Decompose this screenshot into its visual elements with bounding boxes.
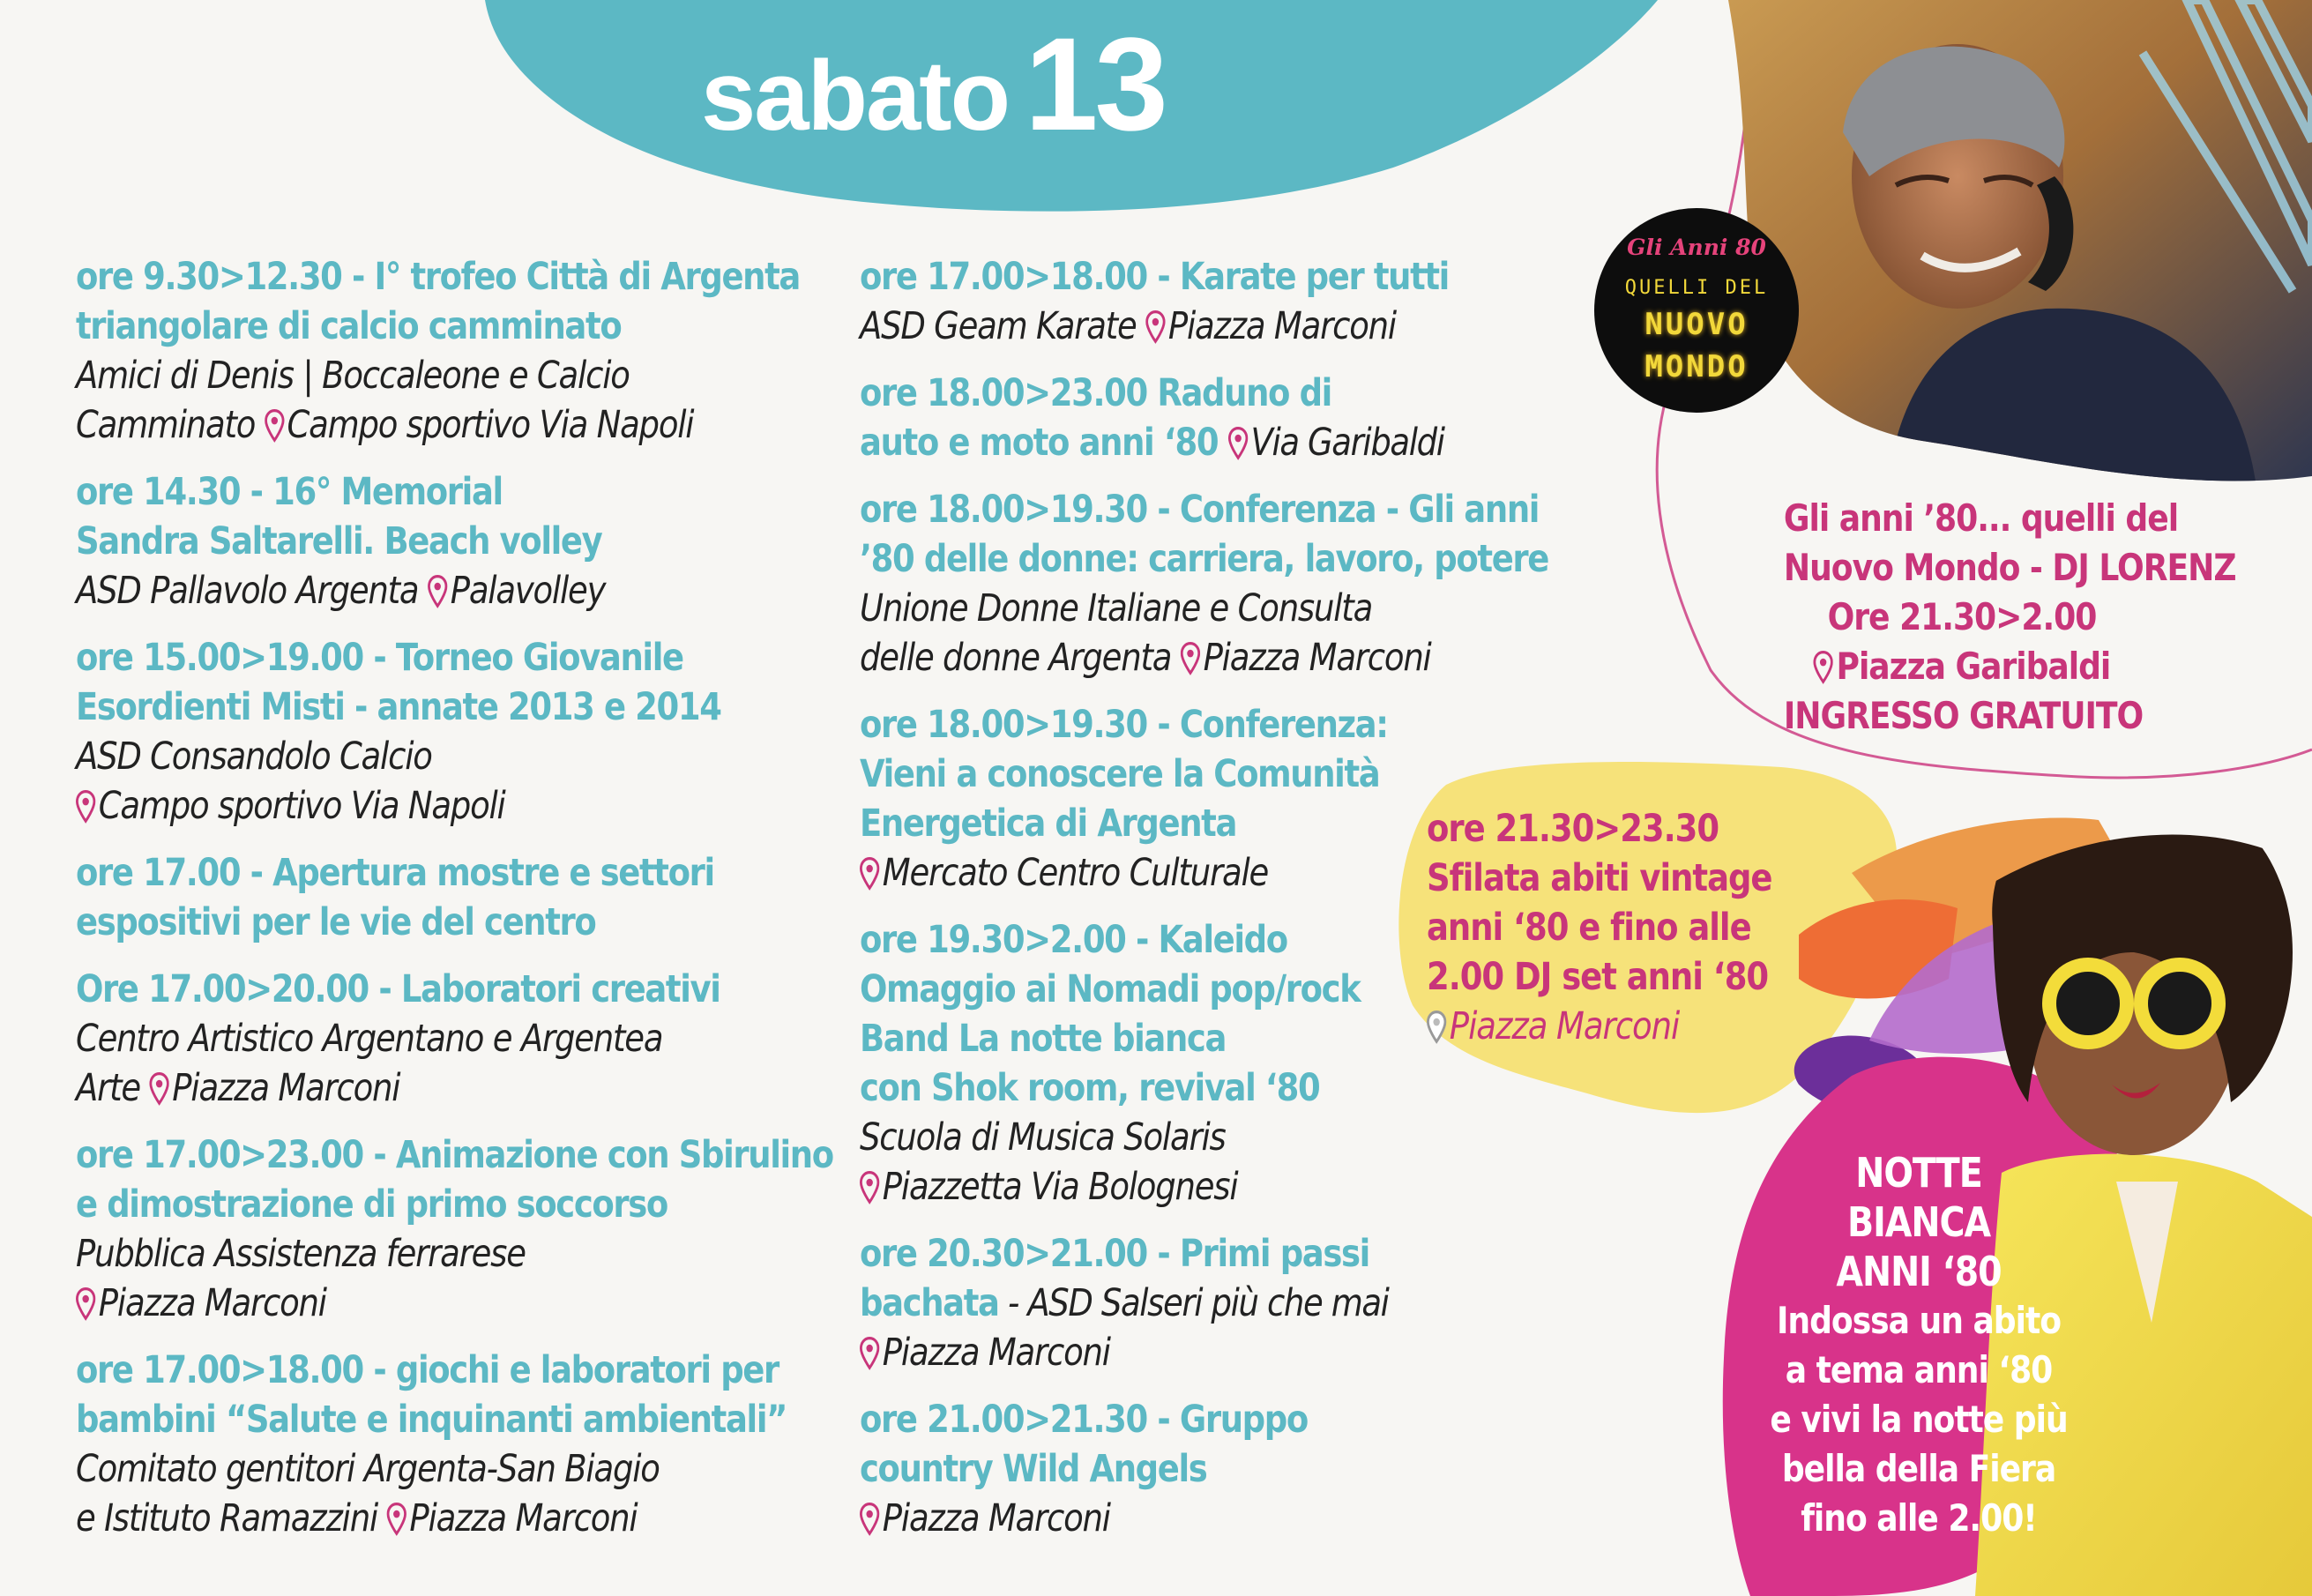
logo-line-2: QUELLI DEL (1624, 277, 1769, 299)
location-pin-icon (265, 409, 284, 443)
event-title: ore 19.30>2.00 - Kaleido (860, 918, 1287, 962)
event-title: ore 18.00>19.30 - Conferenza: (860, 703, 1388, 747)
event-item (76, 1130, 834, 1328)
anni-80-logo (1594, 208, 1799, 413)
event-organizer-line (860, 633, 1493, 682)
event-title: ore 17.00>23.00 - Animazione con Sbirulino (76, 1133, 833, 1177)
sfilata-place-text: Piazza Marconi (1449, 1004, 1680, 1048)
event-organizer-line (76, 781, 832, 831)
location-pin-icon (860, 1503, 879, 1536)
lorenz-line: Gli anni ’80... quelli del (1783, 496, 2179, 540)
location-pin-icon (76, 790, 95, 824)
lorenz-line: Nuovo Mondo - DJ LORENZ (1783, 546, 2236, 589)
event-place: Piazzetta Via Bolognesi (882, 1165, 1238, 1209)
location-pin-icon (1181, 642, 1200, 675)
sfilata-line: ore 21.30>23.30 (1427, 807, 1719, 851)
notte-body-line: fino alle 2.00! (1801, 1496, 2037, 1540)
event-place: Piazza Marconi (98, 1281, 326, 1325)
event-organizer: ASD Geam Karate (860, 304, 1146, 348)
event-title-mixed (860, 1279, 1493, 1328)
event-place: Palavolley (450, 569, 606, 613)
event-organizer: - ASD Salseri più che mai (998, 1281, 1389, 1325)
event-organizer-line (76, 351, 832, 400)
logo-line-1: Gli Anni 80 (1627, 235, 1766, 260)
title-number: 13 (1025, 10, 1165, 158)
logo-line-3: NUOVO (1645, 307, 1749, 342)
event-title: espositivi per le vie del centro (76, 900, 596, 944)
event-place: Campo sportivo Via Napoli (98, 784, 505, 828)
event-title: Esordienti Misti - annate 2013 e 2014 (76, 685, 721, 729)
event-item (76, 252, 834, 450)
location-pin-icon (387, 1503, 406, 1536)
event-title: e dimostrazione di primo soccorso (76, 1182, 667, 1227)
location-pin-icon (1228, 427, 1248, 460)
event-place: Piazza Marconi (1167, 304, 1396, 348)
event-organizer-line (76, 1444, 832, 1494)
dj-photo (1728, 0, 2312, 494)
event-organizer-line (860, 848, 1493, 898)
event-title: ore 18.00>23.00 Raduno di (860, 371, 1331, 415)
event-item (860, 369, 1495, 467)
event-organizer: delle donne Argenta (860, 636, 1181, 680)
event-organizer-line (76, 1279, 832, 1328)
event-title: Sandra Saltarelli. Beach volley (76, 519, 602, 563)
event-title: bambini “Salute e inquinanti ambientali” (76, 1398, 787, 1442)
event-place: Piazza Marconi (882, 1496, 1110, 1540)
notte-heading: ANNI ‘80 (1836, 1248, 2002, 1295)
event-title: Vieni a conoscere la Comunità (860, 752, 1380, 796)
middle-event-list (860, 252, 1548, 1561)
event-organizer-line (76, 1494, 832, 1543)
event-organizer-line (76, 566, 832, 615)
event-title: Energetica di Argenta (860, 802, 1237, 846)
notte-body-line: a tema anni ‘80 (1785, 1348, 2053, 1391)
event-title-mixed (860, 418, 1493, 467)
event-title: Ore 17.00>20.00 - Laboratori creativi (76, 967, 720, 1011)
location-pin-icon (149, 1072, 168, 1106)
location-pin-icon (76, 1287, 95, 1321)
left-event-list (76, 252, 834, 1561)
event-item (860, 700, 1495, 898)
event-organizer: Arte (76, 1066, 150, 1110)
event-organizer: Comitato gentitori Argenta-San Biagio (76, 1447, 660, 1491)
event-title: ore 17.00 - Apertura mostre e settori (76, 851, 714, 895)
event-place: Mercato Centro Culturale (882, 851, 1269, 895)
page-title (701, 10, 1195, 159)
event-organizer: Unione Donne Italiane e Consulta (860, 586, 1373, 630)
event-organizer-line (76, 732, 832, 781)
event-organizer-line (860, 1113, 1493, 1162)
event-title-part: bachata (860, 1281, 999, 1325)
event-organizer-line (860, 584, 1493, 633)
event-organizer-line (76, 1063, 832, 1113)
notte-bianca-promo (1744, 1148, 2093, 1543)
lorenz-place-text: Piazza Garibaldi (1836, 645, 2111, 688)
location-pin-icon (428, 575, 447, 608)
event-organizer: Centro Artistico Argentano e Argentea (76, 1017, 663, 1061)
event-item (76, 467, 834, 615)
event-place: Piazza Marconi (172, 1066, 400, 1110)
event-organizer: Scuola di Musica Solaris (860, 1115, 1226, 1160)
event-organizer-line (860, 302, 1493, 351)
event-title: ore 20.30>21.00 - Primi passi (860, 1232, 1369, 1276)
event-item (76, 965, 834, 1113)
title-day: sabato (701, 41, 1009, 151)
lorenz-line: Ore 21.30>2.00 (1827, 595, 2097, 638)
sfilata-line: anni ‘80 e fino alle (1427, 906, 1751, 950)
event-organizer-line (860, 1494, 1493, 1543)
event-title: ore 17.00>18.00 - Karate per tutti (860, 255, 1449, 299)
event-organizer: e Istituto Ramazzini (76, 1496, 387, 1540)
event-organizer: Pubblica Assistenza ferrarese (76, 1232, 526, 1276)
event-item (860, 1395, 1495, 1543)
event-organizer-line (76, 1229, 832, 1279)
event-item (76, 848, 834, 947)
event-title: ore 18.00>19.30 - Conferenza - Gli anni (860, 488, 1540, 532)
event-title: country Wild Angels (860, 1447, 1207, 1491)
event-organizer-line (860, 1162, 1493, 1212)
event-place: Piazza Marconi (882, 1331, 1110, 1375)
logo-line-4: MONDO (1645, 349, 1749, 384)
event-place: Campo sportivo Via Napoli (287, 403, 694, 447)
location-pin-icon (860, 1171, 879, 1204)
event-organizer: Amici di Denis | Boccaleone e Calcio (76, 354, 630, 398)
event-organizer-line (76, 1014, 832, 1063)
notte-heading: BIANCA (1846, 1198, 1991, 1246)
event-title: Band La notte bianca (860, 1017, 1227, 1061)
event-organizer-line (76, 400, 832, 450)
lorenz-place (1784, 642, 2140, 691)
event-title: con Shok room, revival ‘80 (860, 1066, 1320, 1110)
event-title: ore 15.00>19.00 - Torneo Giovanile (76, 636, 683, 680)
event-place: Via Garibaldi (1250, 421, 1444, 465)
event-item (860, 485, 1548, 682)
event-title: ore 9.30>12.30 - I° trofeo Città di Argenta (76, 255, 801, 299)
sfilata-event (1427, 804, 1821, 1051)
lorenz-entry: INGRESSO GRATUITO (1783, 694, 2144, 737)
event-title: ’80 delle donne: carriera, lavoro, potere (860, 537, 1548, 581)
event-title: Omaggio ai Nomadi pop/rock (860, 967, 1361, 1011)
event-organizer: Camminato (76, 403, 265, 447)
event-organizer: ASD Pallavolo Argenta (76, 569, 428, 613)
event-title: triangolare di calcio camminato (76, 304, 622, 348)
location-pin-icon (1427, 1011, 1446, 1044)
event-item (76, 633, 834, 831)
notte-body-line: bella della Fiera (1781, 1447, 2056, 1490)
sfilata-line: Sfilata abiti vintage (1427, 856, 1772, 900)
notte-heading: NOTTE (1855, 1149, 1982, 1197)
event-organizer-line (860, 1328, 1493, 1377)
event-item (860, 1229, 1495, 1377)
location-pin-icon (1814, 651, 1833, 684)
notte-body-line: Indossa un abito (1777, 1299, 2061, 1342)
notte-body-line: e vivi la notte più (1770, 1398, 2068, 1441)
event-title: ore 21.00>21.30 - Gruppo (860, 1398, 1308, 1442)
event-item (76, 1346, 834, 1543)
location-pin-icon (860, 1337, 879, 1370)
event-title: ore 14.30 - 16° Memorial (76, 470, 503, 514)
event-place: Piazza Marconi (1203, 636, 1431, 680)
event-item (860, 915, 1495, 1212)
event-organizer: ASD Consandolo Calcio (76, 735, 432, 779)
location-pin-icon (860, 857, 879, 891)
location-pin-icon (1145, 310, 1165, 344)
event-title-part: auto e moto anni ‘80 (860, 421, 1228, 465)
lorenz-event (1783, 494, 2236, 741)
event-title: ore 17.00>18.00 - giochi e laboratori per (76, 1348, 779, 1392)
event-item (860, 252, 1495, 351)
sfilata-line: 2.00 DJ set anni ‘80 (1427, 955, 1769, 999)
event-place: Piazza Marconi (409, 1496, 638, 1540)
sfilata-place (1427, 1002, 1821, 1051)
